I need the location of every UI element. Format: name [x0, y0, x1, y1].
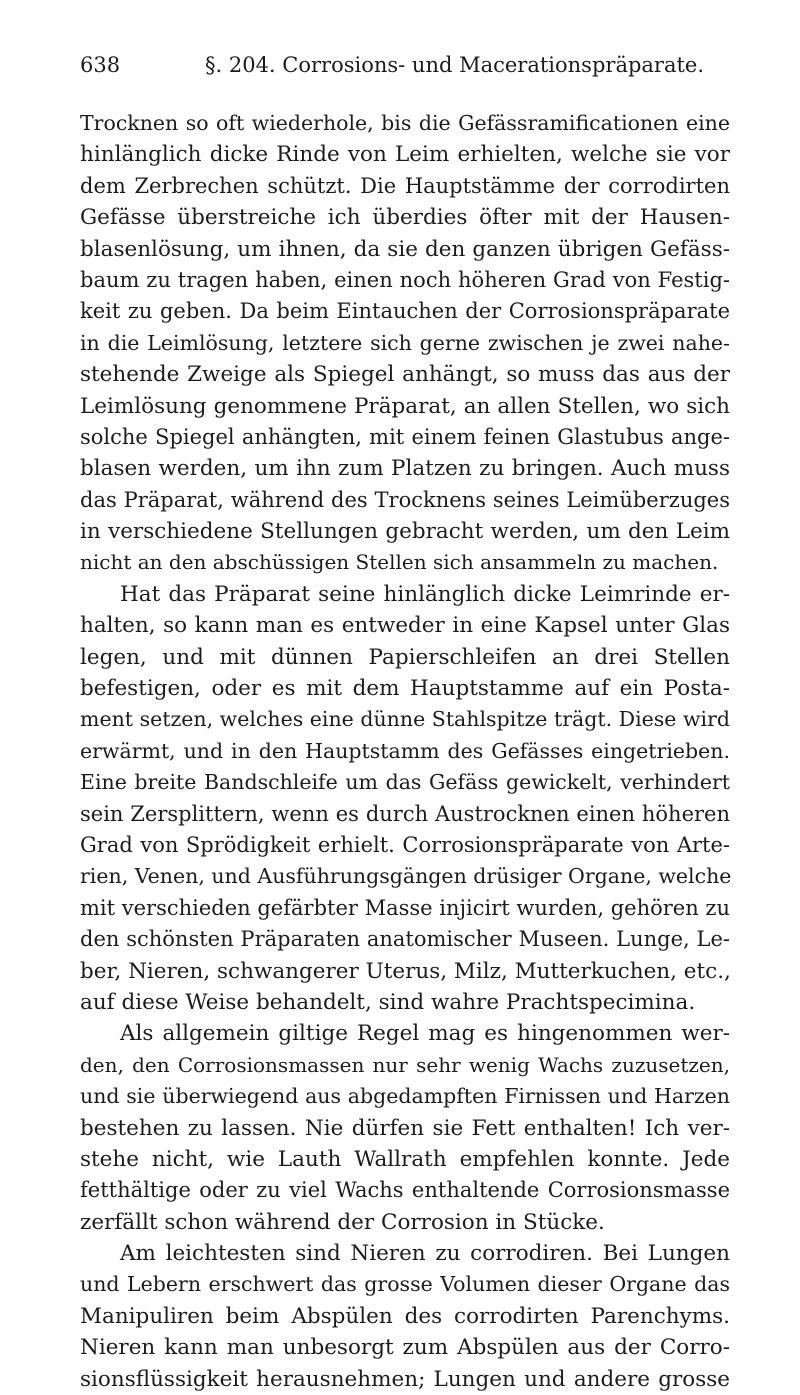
page-number: 638 — [80, 53, 121, 77]
text-line: in die Leimlösung, letztere sich gerne zwischen je zwei nahe- — [80, 330, 730, 355]
text-line: und sie überwiegend aus abgedampften Firnissen und Harzen — [80, 1084, 730, 1109]
text-line: und Lebern erschwert das grosse Volumen dieser Organe das — [80, 1272, 730, 1297]
text-line: rien, Venen, und Ausführungsgängen drüsiger Organe, welche — [80, 864, 732, 889]
text-line: legen, und mit dünnen Papierschleifen an drei Stellen — [80, 644, 730, 670]
text-line: Als allgemein giltige Regel mag es hingenommen wer- — [120, 1021, 730, 1047]
text-line: das Präparat, während des Trocknens seines Leimüberzuges — [80, 487, 730, 512]
text-line: stehende Zweige als Spiegel anhängt, so muss das aus der — [80, 362, 730, 388]
text-line: Nieren kann man unbesorgt zum Abspülen aus der Corro- — [80, 1335, 730, 1361]
text-line: fetthältige oder zu viel Wachs enthaltende Corrosionsmasse — [80, 1178, 730, 1203]
text-line: blasenlösung, um ihnen, da sie den ganzen übrigen Gefäss- — [80, 236, 730, 262]
text-line: ber, Nieren, schwangerer Uterus, Milz, Mutterkuchen, etc., — [80, 958, 731, 984]
text-line: Eine breite Bandschleife um das Gefäss gewickelt, verhindert — [80, 770, 730, 795]
text-line: Trocknen so oft wiederhole, bis die Gefässramificationen eine — [80, 111, 730, 135]
text-line: halten, so kann man es entweder in eine Kapsel unter Glas — [80, 613, 730, 639]
text-line: sionsflüssigkeit herausnehmen; Lungen und andere grosse — [80, 1366, 730, 1392]
text-line: keit zu geben. Da beim Eintauchen der Corrosionspräparate — [80, 299, 730, 324]
body-text — [80, 108, 730, 1395]
text-line: sein Zersplittern, wenn es durch Austrocknen einen höheren — [80, 801, 730, 826]
running-head — [80, 50, 720, 80]
text-line: mit verschieden gefärbter Masse injicirt wurden, gehören zu — [80, 895, 730, 920]
text-line: erwärmt, und in den Hauptstamm des Gefässes eingetrieben. — [80, 738, 730, 763]
text-line: zerfällt schon während der Corrosion in Stücke. — [80, 1209, 605, 1235]
text-line: befestigen, oder es mit dem Hauptstamme auf ein Posta- — [80, 676, 730, 702]
text-line: blasen werden, um ihn zum Platzen zu bringen. Auch muss — [80, 456, 730, 482]
text-line: ment setzen, welches eine dünne Stahlspitze trägt. Diese wird — [80, 707, 730, 732]
text-line: auf diese Weise behandelt, sind wahre Prachtspecimina. — [80, 989, 696, 1015]
text-line: solche Spiegel anhängten, mit einem feinen Glastubus ange- — [80, 424, 730, 449]
text-line: bestehen zu lassen. Nie dürfen sie Fett enthalten! Ich ver- — [80, 1115, 730, 1141]
text-line: nicht an den abschüssigen Stellen sich ansammeln zu machen. — [80, 550, 719, 575]
text-line: Grad von Sprödigkeit erhielt. Corrosionspräparate von Arte- — [80, 832, 730, 857]
text-line: den, den Corrosionsmassen nur sehr wenig Wachs zuzusetzen, — [80, 1052, 730, 1077]
text-line: dem Zerbrechen schützt. Die Hauptstämme der corrodirten — [80, 173, 730, 198]
text-line: hinlänglich dicke Rinde von Leim erhielten, welche sie vor — [80, 142, 730, 168]
text-line: Hat das Präparat seine hinlänglich dicke Leimrinde er- — [120, 581, 730, 607]
text-line: stehe nicht, wie Lauth Wallrath empfehlen konnte. Jede — [80, 1146, 730, 1172]
text-line: Am leichtesten sind Nieren zu corrodiren. Bei Lungen — [120, 1241, 730, 1267]
text-line: in verschiedene Stellungen gebracht werden, um den Leim — [80, 519, 730, 545]
text-line: Leimlösung genommene Präparat, an allen Stellen, wo sich — [80, 393, 730, 419]
text-line: Manipuliren beim Abspülen des corrodirten Parenchyms. — [80, 1303, 730, 1329]
text-line: den schönsten Präparaten anatomischer Museen. Lunge, Le- — [80, 927, 730, 952]
text-line: baum zu tragen haben, einen noch höheren Grad von Festig- — [80, 267, 730, 292]
section-title: §. 204. Corrosions- und Macerationspräparate. — [205, 53, 705, 77]
text-line: Gefässe überstreiche ich überdies öfter mit der Hausen- — [80, 205, 730, 231]
